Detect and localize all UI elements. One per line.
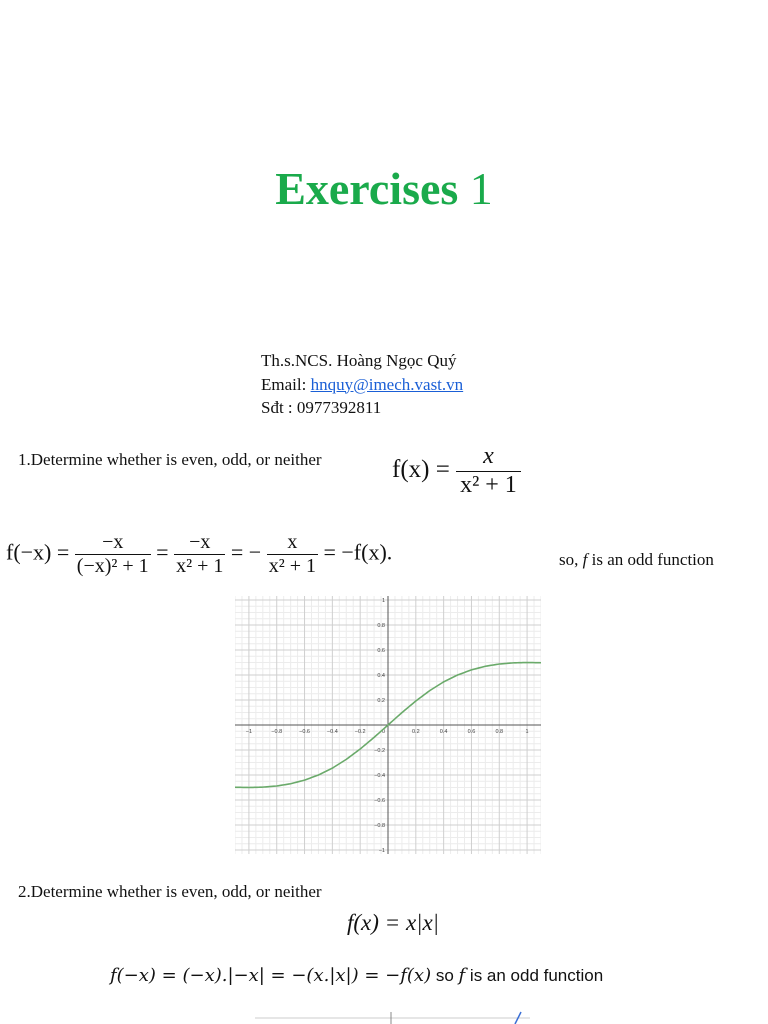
y-tick-label: 1 bbox=[381, 598, 385, 604]
proof-fraction-3-denominator: x² + 1 bbox=[268, 555, 316, 577]
function-lhs: f(x) = bbox=[392, 455, 450, 483]
question-2-prompt: 2.Determine whether is even, odd, or neither bbox=[18, 882, 322, 901]
conclusion-function-symbol: f bbox=[582, 550, 588, 569]
fraction-numerator: x bbox=[483, 443, 494, 469]
email-label: Email: bbox=[261, 374, 307, 394]
phone-number: 0977392811 bbox=[296, 398, 382, 417]
y-tick-label: −0.6 bbox=[374, 798, 385, 804]
x-tick-label: −0.6 bbox=[299, 729, 310, 735]
x-tick-label: 0.8 bbox=[495, 729, 504, 735]
conclusion-text: is an odd function bbox=[587, 550, 714, 569]
x-tick-label: 0.2 bbox=[411, 729, 420, 735]
proof-fraction-2 bbox=[174, 531, 225, 578]
question-1-conclusion bbox=[559, 550, 714, 570]
y-tick-label: −0.4 bbox=[374, 773, 385, 779]
origin-label: 0 bbox=[381, 729, 385, 735]
title-word: Exercises bbox=[275, 163, 459, 214]
conclusion-text-2: is an odd function bbox=[465, 966, 604, 985]
proof-fraction-2-numerator: −x bbox=[189, 531, 211, 553]
proof-fraction-1-numerator: −x bbox=[102, 531, 124, 553]
proof-equals-2: = − bbox=[230, 539, 262, 565]
y-tick-label: 0.6 bbox=[377, 648, 385, 654]
proof-lhs: f(−x) = bbox=[6, 539, 70, 565]
email-link[interactable]: hnquy@imech.vast.vn bbox=[310, 374, 464, 394]
phone-line bbox=[261, 396, 463, 420]
page-title bbox=[0, 162, 768, 215]
function-graph bbox=[235, 596, 541, 854]
y-tick-label: 0.8 bbox=[377, 623, 385, 629]
y-tick-label: 0.2 bbox=[377, 698, 385, 704]
proof-fraction-3-numerator: x bbox=[287, 531, 298, 553]
question-1-proof bbox=[6, 531, 392, 578]
conclusion-function-symbol-2: f bbox=[458, 965, 466, 986]
x-tick-label: −1 bbox=[245, 729, 253, 735]
author-block bbox=[261, 349, 463, 420]
conclusion-so: so bbox=[431, 966, 459, 985]
y-tick-label: −0.8 bbox=[374, 823, 385, 829]
x-tick-label: 1 bbox=[525, 729, 529, 735]
next-graph-preview bbox=[255, 1010, 530, 1024]
phone-label: Sđt : bbox=[261, 398, 293, 417]
title-number: 1 bbox=[469, 163, 493, 214]
question-2-function: f(x) = x|x| bbox=[347, 910, 439, 935]
question-1-prompt: 1.Determine whether is even, odd, or neither bbox=[18, 450, 322, 469]
proof-fraction-3 bbox=[267, 531, 318, 578]
x-tick-label: 0.4 bbox=[439, 729, 448, 735]
question-1-function bbox=[392, 443, 521, 499]
x-tick-label: −0.8 bbox=[271, 729, 283, 735]
x-tick-label: −0.4 bbox=[326, 729, 338, 735]
x-tick-label: 0.6 bbox=[467, 729, 476, 735]
function-fraction bbox=[456, 443, 521, 499]
fraction-denominator: x² + 1 bbox=[460, 471, 517, 498]
proof-equation: f(−x) = (−x).|−x| = −(x.|x|) = −f(x) bbox=[110, 965, 432, 986]
proof-fraction-1 bbox=[75, 531, 151, 578]
proof-fraction-1-denominator: (−x)² + 1 bbox=[76, 555, 149, 577]
question-2-proof bbox=[110, 965, 603, 986]
y-tick-label: −1 bbox=[378, 848, 385, 854]
proof-fraction-2-denominator: x² + 1 bbox=[176, 555, 224, 577]
y-tick-label: 0.4 bbox=[377, 673, 385, 679]
proof-equals-1: = bbox=[156, 539, 169, 565]
author-name: Th.s.NCS. Hoàng Ngọc Quý bbox=[261, 351, 457, 370]
proof-rhs: = −f(x). bbox=[323, 539, 393, 565]
x-tick-label: −0.2 bbox=[354, 729, 366, 735]
email-line bbox=[261, 373, 463, 397]
conclusion-prefix: so, bbox=[559, 550, 583, 569]
y-tick-label: −0.2 bbox=[374, 748, 385, 754]
